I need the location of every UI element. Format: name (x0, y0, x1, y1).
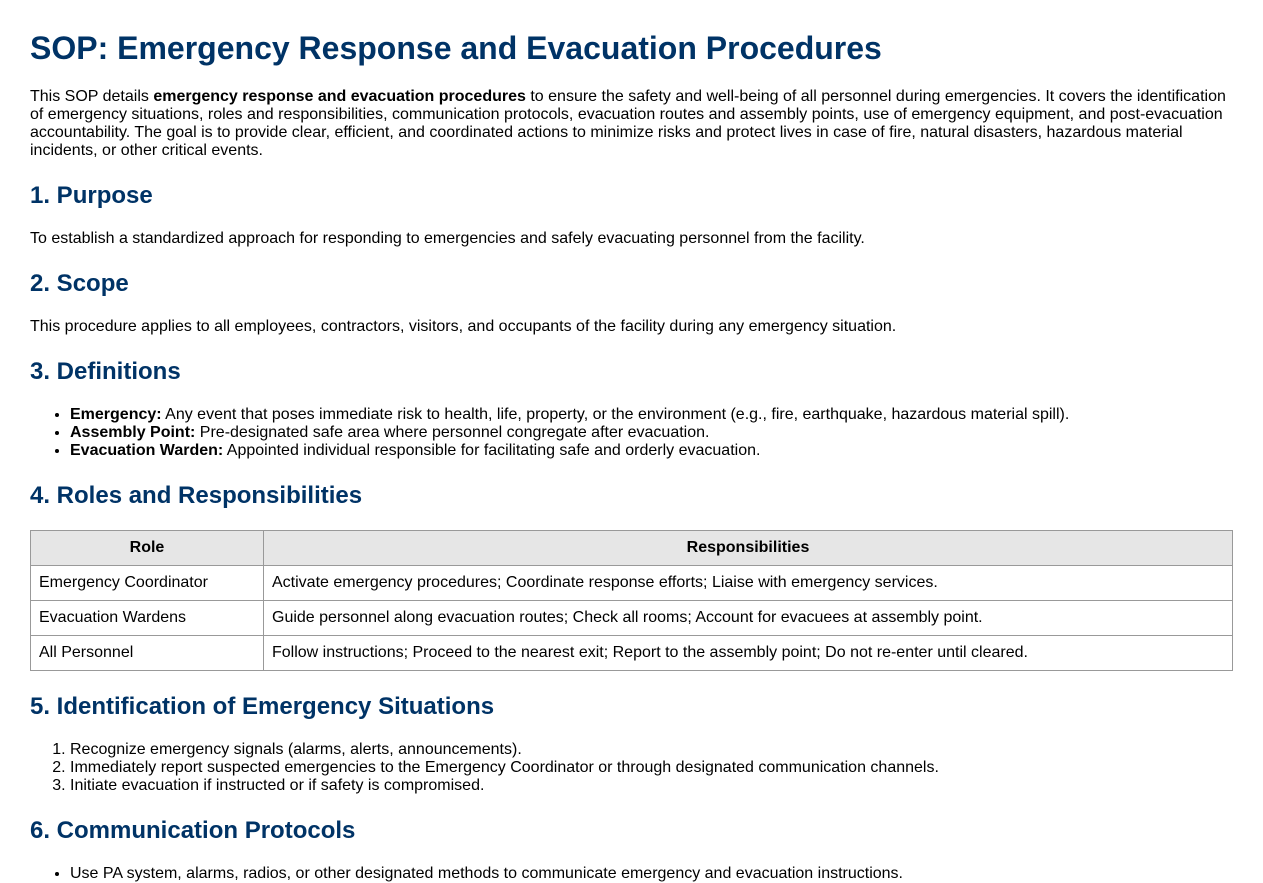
list-item: 1. Recognize emergency signals (alarms, alerts, announcements). (70, 741, 1233, 759)
communication-list (30, 865, 1233, 883)
definition-item (70, 442, 1233, 460)
column-header-role: Role (31, 531, 264, 566)
roles-table (30, 530, 1233, 671)
list-item: 2. Immediately report suspected emergencies to the Emergency Coordinator or through designated communication channels. (70, 759, 1233, 777)
column-header-responsibilities: Responsibilities (264, 531, 1233, 566)
intro-paragraph (30, 88, 1233, 160)
list-item: 3. Initiate evacuation if instructed or if safety is compromised. (70, 777, 1233, 795)
purpose-text: To establish a standardized approach for responding to emergencies and safely evacuating personnel from the facility. (30, 230, 865, 247)
definition-term: Assembly Point: (70, 424, 196, 441)
role-cell: Evacuation Wardens (31, 601, 264, 636)
table-row (31, 601, 1233, 636)
table-row (31, 566, 1233, 601)
table-row (31, 636, 1233, 671)
page-title: SOP: Emergency Response and Evacuation Procedures (30, 30, 882, 66)
definition-term: Evacuation Warden: (70, 442, 224, 459)
definition-term: Emergency: (70, 406, 162, 423)
intro-text-after: to ensure the safety and well-being of all personnel during emergencies. It covers the identification of emergency situations, roles and responsibilities, communication protocols, evacuation routes and assembly points, use of emergency equipment, and post-evacuation accountability. The goal is to provide clear, efficient, and coordinated actions to minimize risks and protect lives in case of fire, natural disasters, hazardous material incidents, or other critical events. (30, 88, 1226, 159)
definition-text: Pre-designated safe area where personnel congregate after evacuation. (195, 424, 710, 441)
communication-heading: 6. Communication Protocols (30, 817, 356, 844)
scope-heading: 2. Scope (30, 270, 129, 297)
list-item: • Use PA system, alarms, radios, or other designated methods to communicate emergency and evacuation instructions. (70, 865, 1233, 883)
definition-text: Any event that poses immediate risk to health, life, property, or the environment (e.g., fire, earthquake, hazardous material spill). (161, 406, 1070, 423)
definitions-heading: 3. Definitions (30, 358, 181, 385)
table-header-row (31, 531, 1233, 566)
responsibilities-cell: Follow instructions; Proceed to the nearest exit; Report to the assembly point; Do not re-enter until cleared. (264, 636, 1233, 671)
purpose-heading: 1. Purpose (30, 182, 153, 209)
role-cell: Emergency Coordinator (31, 566, 264, 601)
roles-heading: 4. Roles and Responsibilities (30, 482, 363, 509)
definition-item (70, 424, 1233, 442)
identification-heading: 5. Identification of Emergency Situations (30, 693, 495, 720)
scope-text: This procedure applies to all employees, contractors, visitors, and occupants of the facility during any emergency situation. (30, 318, 897, 335)
responsibilities-cell: Guide personnel along evacuation routes; Check all rooms; Account for evacuees at assembly point. (264, 601, 1233, 636)
definition-text: Appointed individual responsible for facilitating safe and orderly evacuation. (223, 442, 761, 459)
responsibilities-cell: Activate emergency procedures; Coordinate response efforts; Liaise with emergency services. (264, 566, 1233, 601)
intro-text-before: This SOP details (30, 88, 154, 105)
role-cell: All Personnel (31, 636, 264, 671)
definitions-list (30, 406, 1233, 460)
identification-list (30, 741, 1233, 795)
definition-item (70, 406, 1233, 424)
intro-text-bold: emergency response and evacuation procedures (153, 88, 526, 105)
